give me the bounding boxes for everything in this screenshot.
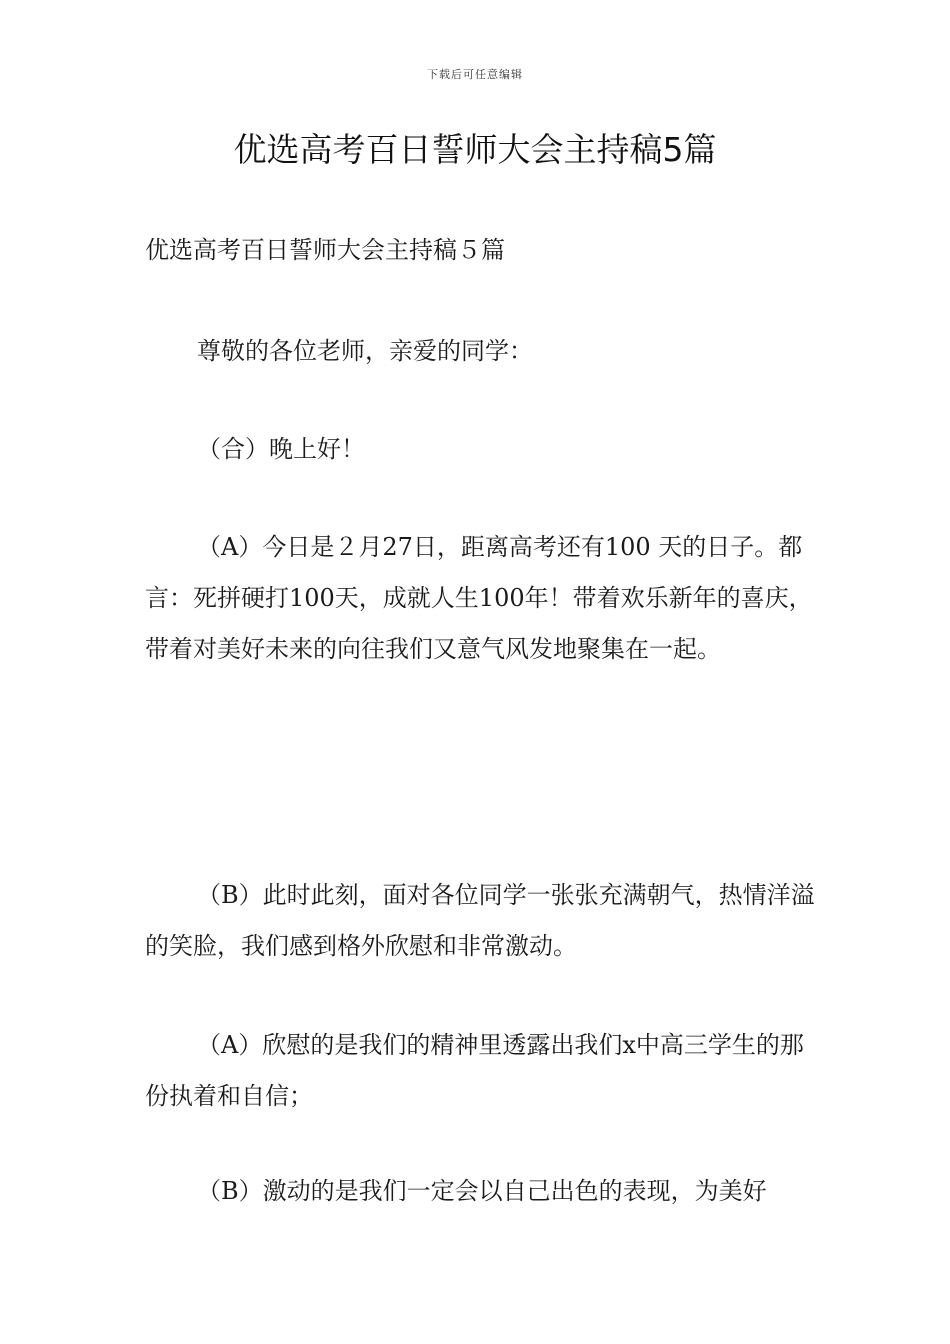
document-body-greeting [145,326,815,377]
document-body-b2 [145,1166,815,1217]
header-note: 下载后可任意编辑 [427,68,523,81]
paragraph-subtitle: 优选高考百日誓师大会主持稿５篇 [145,236,505,264]
document-body-together [145,424,815,475]
paragraph-together: （合）晚上好！ [197,435,365,463]
document-body-a2 [145,1020,815,1122]
paragraph-a1: （A）今日是２月27日，距离高考还有100 天的日子。都言：死拼硬打100天，成就人生100年！带着欢乐新年的喜庆，带着对美好未来的向往我们又意气风发地聚集在一起。 [145,533,813,663]
document-body-a1 [145,522,815,675]
paragraph-b1: （B）此时此刻，面对各位同学一张张充满朝气，热情洋溢的笑脸，我们感到格外欣慰和非常激动。 [145,881,815,960]
document-title: 优选高考百日誓师大会主持稿5篇 [233,130,717,169]
document-body-subtitle [145,225,815,276]
paragraph-a2: （A）欣慰的是我们的精神里透露出我们x中高三学生的那份执着和自信； [145,1031,804,1110]
document-body-b1 [145,870,815,972]
paragraph-greeting: 尊敬的各位老师，亲爱的同学： [197,337,533,365]
paragraph-b2: （B）激动的是我们一定会以自己出色的表现，为美好 [197,1177,767,1205]
